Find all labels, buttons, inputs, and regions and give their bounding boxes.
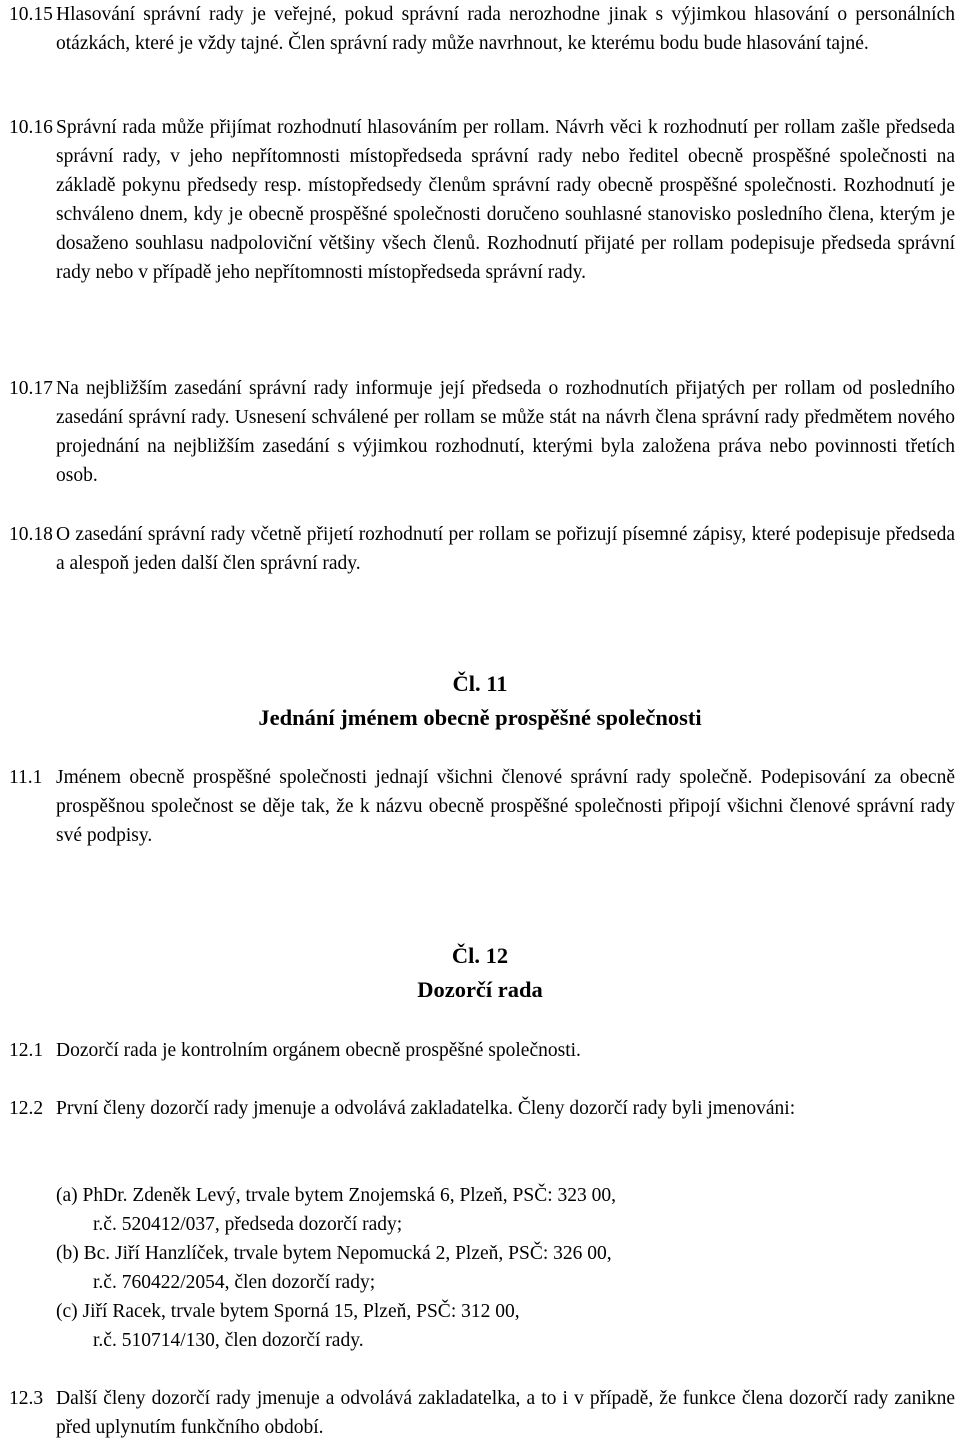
paragraph-text: Na nejbližším zasedání správní rady informuje její předseda o rozhodnutích přijatých per rollam od posledního zasedání správní rady. Usnesení schválené per rollam se může stát na návrh člena správní rady předmětem nového projednání na nejbližším zasedání s výjimkou rozhodnutí, kterými byla založena práva nebo povinnosti třetích osob. <box>56 378 955 486</box>
member-line1: Bc. Jiří Hanzlíček, trvale bytem Nepomucká 2, Plzeň, PSČ: 326 00, <box>83 1243 612 1264</box>
paragraph-number: 10.16 <box>9 117 53 138</box>
paragraph-text: Dozorčí rada je kontrolním orgánem obecně prospěšné společnosti. <box>56 1040 581 1061</box>
member-line1: PhDr. Zdeněk Levý, trvale bytem Znojemská 6, Plzeň, PSČ: 323 00, <box>82 1185 617 1206</box>
article-12-number: Čl. 12 <box>451 943 509 968</box>
paragraph-12-1 <box>9 1036 955 1065</box>
paragraph-10-17 <box>9 374 955 490</box>
paragraph-10-16 <box>9 113 955 287</box>
paragraph-10-15 <box>9 0 955 58</box>
member-label: (c) <box>56 1301 78 1322</box>
paragraph-number: 12.1 <box>9 1040 44 1061</box>
paragraph-number: 10.18 <box>9 524 53 545</box>
member-line2: r.č. 760422/2054, člen dozorčí rady; <box>93 1272 376 1293</box>
member-item-b <box>56 1239 946 1297</box>
member-label: (b) <box>56 1243 79 1264</box>
paragraph-11-1 <box>9 763 955 850</box>
article-12-title: Dozorčí rada <box>417 977 543 1002</box>
paragraph-10-18 <box>9 520 955 578</box>
member-line1: Jiří Racek, trvale bytem Sporná 15, Plzeň, PSČ: 312 00, <box>82 1301 520 1322</box>
member-line2: r.č. 520412/037, předseda dozorčí rady; <box>93 1214 403 1235</box>
paragraph-text: O zasedání správní rady včetně přijetí rozhodnutí per rollam se pořizují písemné zápisy, které podepisuje předseda a alespoň jeden další člen správní rady. <box>56 524 955 574</box>
paragraph-number: 12.2 <box>9 1098 44 1119</box>
paragraph-text: Jménem obecně prospěšné společnosti jednají všichni členové správní rady společně. Podepisování za obecně prospěšnou společnost se děje tak, že k názvu obecně prospěšné společnosti připojí všichni členové správní rady své podpisy. <box>56 767 955 846</box>
member-line2: r.č. 510714/130, člen dozorčí rady. <box>93 1330 364 1351</box>
article-11-number: Čl. 11 <box>452 671 508 696</box>
member-item-c <box>56 1297 946 1355</box>
paragraph-number: 10.17 <box>9 378 53 399</box>
paragraph-text: Správní rada může přijímat rozhodnutí hlasováním per rollam. Návrh věci k rozhodnutí per rollam zašle předseda správní rady, v jeho nepřítomnosti místopředseda správní rady nebo ředitel obecně prospěšné společnosti na základě pokynu předsedy resp. místopředsedy členům správní rady obecně prospěšné společnosti. Rozhodnutí je schváleno dnem, kdy je obecně prospěšné společnosti doručeno souhlasné stanovisko posledního člena, kterým je dosaženo souhlasu nadpoloviční většiny všech členů. Rozhodnutí přijaté per rollam podepisuje předseda správní rady nebo v případě jeho nepřítomnosti místopředseda správní rady. <box>56 117 955 283</box>
member-label: (a) <box>56 1185 78 1206</box>
article-11-title: Jednání jménem obecně prospěšné společnosti <box>258 705 702 730</box>
paragraph-number: 12.3 <box>9 1388 44 1409</box>
paragraph-text: První členy dozorčí rady jmenuje a odvolává zakladatelka. Členy dozorčí rady byli jmenováni: <box>56 1098 796 1119</box>
paragraph-12-2 <box>9 1094 955 1123</box>
paragraph-number: 10.15 <box>9 4 53 25</box>
paragraph-number: 11.1 <box>9 767 43 788</box>
member-item-a <box>56 1181 946 1239</box>
paragraph-text: Další členy dozorčí rady jmenuje a odvolává zakladatelka, a to i v případě, že funkce člena dozorčí rady zanikne před uplynutím funkčního období. <box>56 1388 955 1438</box>
paragraph-12-3 <box>9 1384 955 1442</box>
paragraph-text: Hlasování správní rady je veřejné, pokud správní rada nerozhodne jinak s výjimkou hlasování o personálních otázkách, které je vždy tajné. Člen správní rady může navrhnout, ke kterému bodu bude hlasování tajné. <box>56 4 955 54</box>
